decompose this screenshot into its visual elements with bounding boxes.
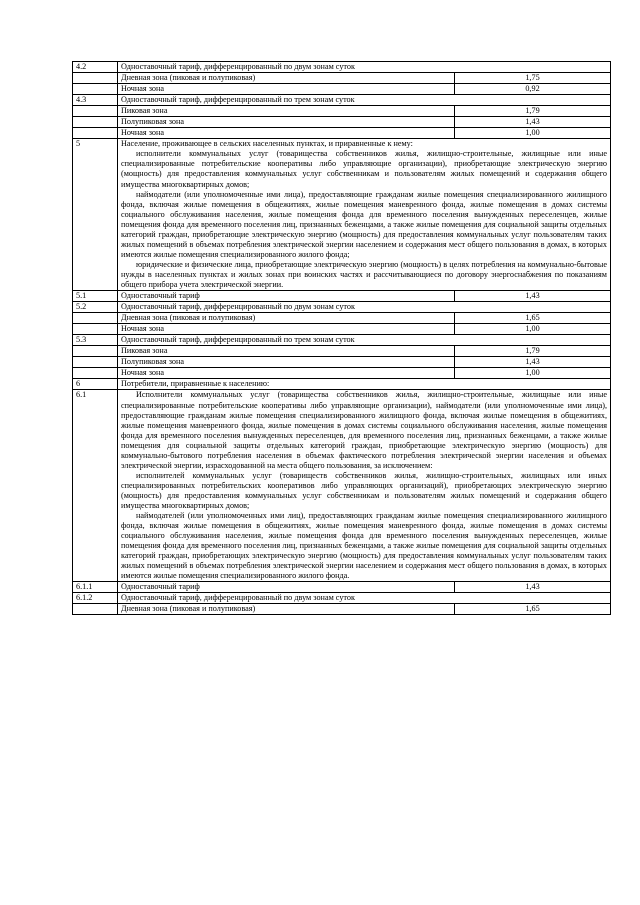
tariff-value: 1,43 xyxy=(455,291,611,302)
table-row xyxy=(73,604,611,615)
category-description xyxy=(118,390,611,582)
category-paragraph: Исполнители коммунальных услуг (товарищества собственников жилья, жилищно-строительные, жилищные или иные специализированные потребительские кооперативы либо управляющие организации), наймодатели (или уполномоченные ими лица), предоставляющие гражданам жилые помещения специализированного жилищного фонда, включая жилые помещения в общежитиях, жилые помещения маневренного фонда, жилые помещения в домах системы социального обслуживания населения, жилые помещения фонда для временного поселения вынужденных переселенцев, для временного поселения лиц, признанных беженцами, а также жилые помещения для социальной защиты отдельных категорий граждан, приобретающие электрическую энергию (мощность) для коммунально-бытового потребления населения в объемах фактического потребления электрической энергии населения и объемах электрической энергии, израсходованной на места общего пользования, за исключением: xyxy=(121,390,607,470)
zone-name: Пиковая зона xyxy=(118,106,455,117)
table-row xyxy=(73,62,611,73)
table-row xyxy=(73,73,611,84)
tariff-value: 1,43 xyxy=(455,357,611,368)
row-number: 5 xyxy=(73,139,118,291)
tariff-name: Одноставочный тариф xyxy=(118,582,455,593)
row-number xyxy=(73,73,118,84)
table-row xyxy=(73,117,611,128)
zone-name: Дневная зона (пиковая и полупиковая) xyxy=(118,313,455,324)
zone-name: Ночная зона xyxy=(118,128,455,139)
category-description xyxy=(118,139,611,291)
row-number xyxy=(73,313,118,324)
tariff-value: 1,43 xyxy=(455,582,611,593)
table-row xyxy=(73,128,611,139)
document-page xyxy=(72,61,610,615)
row-number xyxy=(73,84,118,95)
tariff-value: 1,75 xyxy=(455,73,611,84)
row-title: Одноставочный тариф, дифференцированный по двум зонам суток xyxy=(118,593,611,604)
zone-name: Полупиковая зона xyxy=(118,357,455,368)
tariff-value: 1,43 xyxy=(455,117,611,128)
tariff-value: 1,00 xyxy=(455,324,611,335)
row-number: 6.1.1 xyxy=(73,582,118,593)
table-row xyxy=(73,324,611,335)
zone-name: Полупиковая зона xyxy=(118,117,455,128)
row-title: Потребители, приравненные к населению: xyxy=(118,379,611,390)
tariff-value: 1,00 xyxy=(455,128,611,139)
tariff-value: 1,00 xyxy=(455,368,611,379)
tariff-name: Одноставочный тариф xyxy=(118,291,455,302)
tariff-value: 1,65 xyxy=(455,604,611,615)
row-number xyxy=(73,368,118,379)
category-paragraph: наймодателей (или уполномоченных ими лиц), предоставляющих гражданам жилые помещения специализированного жилищного фонда, включая жилые помещения в общежитиях, жилые помещения маневренного фонда, жилые помещения в домах системы социального обслуживания населения, жилые помещения фонда для временного поселения вынужденных переселенцев, жилые помещения фонда для временного поселения лиц, признанных беженцами, а также жилые помещения для социальной защиты отдельных категорий граждан, приобретающих электрическую энергию (мощность) для предоставления коммунальных услуг пользователям таких жилых помещений в объемах потребления электрической энергии населением и содержания мест общего пользования в домах, в которых имеются жилые помещения специализированного жилого фонда. xyxy=(121,511,607,581)
category-paragraph: исполнители коммунальных услуг (товарищества собственников жилья, жилищно-строительные, жилищные или иные специализированные потребительские кооперативы либо управляющие организации), приобретающие электрическую энергию (мощность) для предоставления коммунальных услуг собственникам и пользователям жилых помещений и содержания общего имущества многоквартирных домов; xyxy=(121,149,607,189)
row-number xyxy=(73,324,118,335)
zone-name: Ночная зона xyxy=(118,368,455,379)
zone-name: Дневная зона (пиковая и полупиковая) xyxy=(118,73,455,84)
row-number: 6 xyxy=(73,379,118,390)
row-title: Одноставочный тариф, дифференцированный по двум зонам суток xyxy=(118,302,611,313)
row-number: 6.1 xyxy=(73,390,118,582)
tariff-table xyxy=(72,61,611,615)
row-number: 5.2 xyxy=(73,302,118,313)
row-number xyxy=(73,357,118,368)
table-row xyxy=(73,368,611,379)
table-row xyxy=(73,346,611,357)
tariff-value: 1,79 xyxy=(455,106,611,117)
table-row xyxy=(73,291,611,302)
row-number xyxy=(73,106,118,117)
zone-name: Ночная зона xyxy=(118,84,455,95)
row-number xyxy=(73,346,118,357)
table-row xyxy=(73,390,611,582)
row-number xyxy=(73,604,118,615)
table-row xyxy=(73,357,611,368)
table-row xyxy=(73,84,611,95)
row-number: 4.2 xyxy=(73,62,118,73)
table-row xyxy=(73,335,611,346)
category-paragraph: наймодатели (или уполномоченные ими лица), предоставляющие гражданам жилые помещения специализированного жилищного фонда, включая жилые помещения в общежитиях, жилые помещения маневренного фонда, жилые помещения в домах системы социального обслуживания населения, жилые помещения фонда для временного поселения вынужденных переселенцев, жилые помещения фонда для временного поселения лиц, признанных беженцами, а также жилые помещения для социальной защиты отдельных категорий граждан, приобретающие электрическую энергию (мощность) для предоставления коммунальных услуг пользователям таких жилых помещений в объемах потребления электрической энергии населением и содержания мест общего пользования в домах, в которых имеются жилые помещения специализированного жилого фонда; xyxy=(121,189,607,259)
table-row xyxy=(73,379,611,390)
table-row xyxy=(73,139,611,291)
table-row xyxy=(73,582,611,593)
zone-name: Дневная зона (пиковая и полупиковая) xyxy=(118,604,455,615)
row-number xyxy=(73,117,118,128)
table-row xyxy=(73,593,611,604)
row-title: Одноставочный тариф, дифференцированный по трем зонам суток xyxy=(118,335,611,346)
tariff-value: 1,65 xyxy=(455,313,611,324)
row-number: 5.3 xyxy=(73,335,118,346)
category-heading: Население, проживающее в сельских населенных пунктах, и приравненные к нему: xyxy=(121,139,413,149)
row-title: Одноставочный тариф, дифференцированный по трем зонам суток xyxy=(118,95,611,106)
row-number: 4.3 xyxy=(73,95,118,106)
table-row xyxy=(73,95,611,106)
tariff-value: 0,92 xyxy=(455,84,611,95)
row-number xyxy=(73,128,118,139)
category-paragraph: исполнителей коммунальных услуг (товариществ собственников жилья, жилищно-строительных, жилищных или иных специализированных потребительских кооперативов либо управляющих организаций), приобретающих электрическую энергию (мощность) для предоставления коммунальных услуг собственникам и пользователям жилых помещений и содержания общего имущества многоквартирных домов; xyxy=(121,470,607,510)
tariff-value: 1,79 xyxy=(455,346,611,357)
category-paragraph: юридические и физические лица, приобретающие электрическую энергию (мощность) в целях потребления на коммунально-бытовые нужды в населенных пунктах и жилых зонах при воинских частях и рассчитывающиеся по договору энергоснабжения по показаниям общего прибора учета электрической энергии. xyxy=(121,259,607,289)
row-number: 6.1.2 xyxy=(73,593,118,604)
row-number: 5.1 xyxy=(73,291,118,302)
zone-name: Пиковая зона xyxy=(118,346,455,357)
table-row xyxy=(73,302,611,313)
row-title: Одноставочный тариф, дифференцированный по двум зонам суток xyxy=(118,62,611,73)
table-row xyxy=(73,106,611,117)
table-row xyxy=(73,313,611,324)
zone-name: Ночная зона xyxy=(118,324,455,335)
